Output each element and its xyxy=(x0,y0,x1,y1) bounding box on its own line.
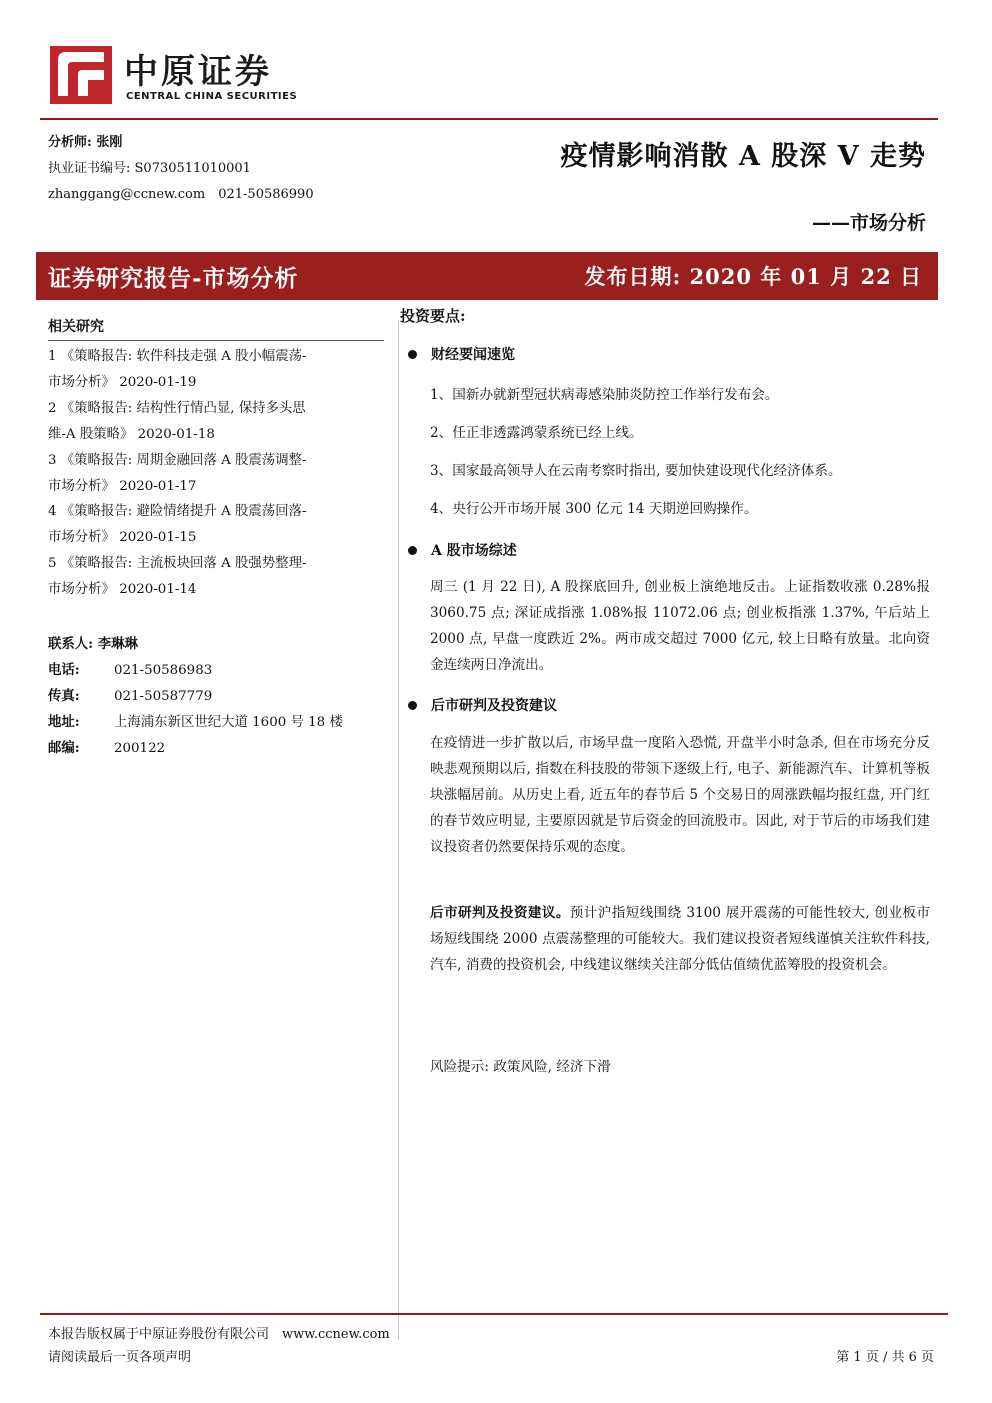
list-item: 4 《策略报告: 避险情绪提升 A 股震荡回落- xyxy=(48,504,307,520)
market-summary-paragraph: 周三 (1 月 22 日), A 股探底回升, 创业板上演绝地反击。上证指数收涨 0.28%报 3060.75 点; 深证成指涨 1.08%报 11072.06 点; 创业板指涨 1.37%, 午后站上 2000 点, 早盘一度跌近 2%。两市成交超过 7000 亿元, 较上日略有放量。北向资金连续两日净流出。 xyxy=(430,579,930,673)
contact-zip-row xyxy=(48,736,384,762)
bullet-icon xyxy=(408,350,417,359)
key-points-heading: 投资要点: xyxy=(400,307,466,325)
contact-zip-label: 邮编: xyxy=(48,739,80,756)
header-rule xyxy=(40,118,938,120)
list-item: 市场分析》 2020-01-15 xyxy=(48,530,197,546)
footer-notice: 请阅读最后一页各项声明 xyxy=(48,1350,192,1365)
sidebar-rule xyxy=(48,340,384,341)
list-item: 2 《策略报告: 结构性行情凸显, 保持多头思 xyxy=(48,400,306,416)
list-item: 4、央行公开市场开展 300 亿元 14 天期逆回购操作。 xyxy=(430,501,758,517)
advice-text: 预计沪指短线围绕 3100 展开震荡的可能性较大, 创业板市场短线围绕 2000 点震荡整理的可能较大。我们建议投资者短线谨慎关注软件科技, 汽车, 消费的投资机会, 中线建议继续关注部分低估值绩优蓝筹股的投资机会。 xyxy=(430,905,930,973)
contact-phone-row xyxy=(48,658,384,684)
analyst-cert: 执业证书编号: S0730511010001 xyxy=(48,161,251,176)
company-logo-mark xyxy=(50,46,112,104)
risk-notice: 风险提示: 政策风险, 经济下滑 xyxy=(430,1059,611,1075)
section-title: 财经要闻速览 xyxy=(431,347,515,363)
footer-copyright: 本报告版权属于中原证券股份有限公司 www.ccnew.com xyxy=(48,1327,390,1342)
report-title: 疫情影响消散 A 股深 V 走势 xyxy=(560,141,926,172)
contact-fax-label: 传真: xyxy=(48,687,80,704)
publish-date: 发布日期: 2020 年 01 月 22 日 xyxy=(584,264,922,289)
contact-person: 联系人: 李琳琳 xyxy=(48,636,138,652)
contact-fax: 021-50587779 xyxy=(114,688,213,704)
list-item: 市场分析》 2020-01-19 xyxy=(48,374,197,390)
contact-address-label: 地址: xyxy=(48,713,80,730)
analyst-name: 分析师: 张刚 xyxy=(48,135,123,150)
report-banner xyxy=(36,252,938,300)
section-heading-market xyxy=(400,540,930,560)
news-list xyxy=(430,376,930,528)
report-type: 证券研究报告-市场分析 xyxy=(48,265,299,292)
section-title: A 股市场综述 xyxy=(431,543,517,559)
list-item: 3、国家最高领导人在云南考察时指出, 要加快建设现代化经济体系。 xyxy=(430,463,842,479)
footer-rule xyxy=(40,1313,948,1315)
list-item: 1、国新办就新型冠状病毒感染肺炎防控工作举行发布会。 xyxy=(430,387,779,403)
report-subtitle: ——市场分析 xyxy=(811,212,926,234)
contact-block xyxy=(48,632,384,762)
logo-english-name: CENTRAL CHINA SECURITIES xyxy=(126,91,298,102)
bullet-icon xyxy=(408,701,417,710)
column-divider xyxy=(398,320,399,1340)
list-item: 2、任正非透露鸿蒙系统已经上线。 xyxy=(430,425,643,441)
related-research-title: 相关研究 xyxy=(48,319,104,335)
logo-chinese-name: 中原证券 xyxy=(124,52,272,92)
bullet-icon xyxy=(408,546,417,555)
list-item: 5 《策略报告: 主流板块回落 A 股强势整理- xyxy=(48,556,307,572)
list-item: 维-A 股策略》 2020-01-18 xyxy=(48,426,215,442)
list-item: 3 《策略报告: 周期金融回落 A 股震荡调整- xyxy=(48,452,307,468)
list-item: 1 《策略报告: 软件科技走强 A 股小幅震荡- xyxy=(48,349,307,364)
list-item: 市场分析》 2020-01-17 xyxy=(48,478,197,494)
contact-zip: 200122 xyxy=(114,740,166,756)
contact-address: 上海浦东新区世纪大道 1600 号 18 楼 xyxy=(114,714,343,730)
analyst-contact: zhanggang@ccnew.com 021-50586990 xyxy=(48,187,314,202)
list-item: 市场分析》 2020-01-14 xyxy=(48,582,197,598)
contact-fax-row xyxy=(48,684,384,710)
contact-address-row xyxy=(48,710,384,736)
related-research-list xyxy=(48,344,384,603)
page-number: 第 1 页 / 共 6 页 xyxy=(836,1350,934,1365)
contact-phone-label: 电话: xyxy=(48,661,80,678)
contact-phone: 021-50586983 xyxy=(114,662,213,678)
section-title: 后市研判及投资建议 xyxy=(431,698,557,714)
outlook-paragraph: 在疫情进一步扩散以后, 市场早盘一度陷入恐慌, 开盘半小时急杀, 但在市场充分反映悲观预期以后, 指数在科技股的带领下逐级上行, 电子、新能源汽车、计算机等板块涨幅居前。从历史上看, 近五年的春节后 5 个交易日的周涨跌幅均报红盘, 开门红的春节效应明显, 主要原因就是节后资金的回流股市。因此, 对于节后的市场我们建议投资者仍然要保持乐观的态度。 xyxy=(430,735,930,855)
section-heading-outlook xyxy=(400,695,930,715)
advice-paragraph xyxy=(430,900,930,978)
section-heading-news xyxy=(400,344,930,364)
advice-lead: 后市研判及投资建议。 xyxy=(430,905,570,921)
analyst-info xyxy=(48,130,314,208)
